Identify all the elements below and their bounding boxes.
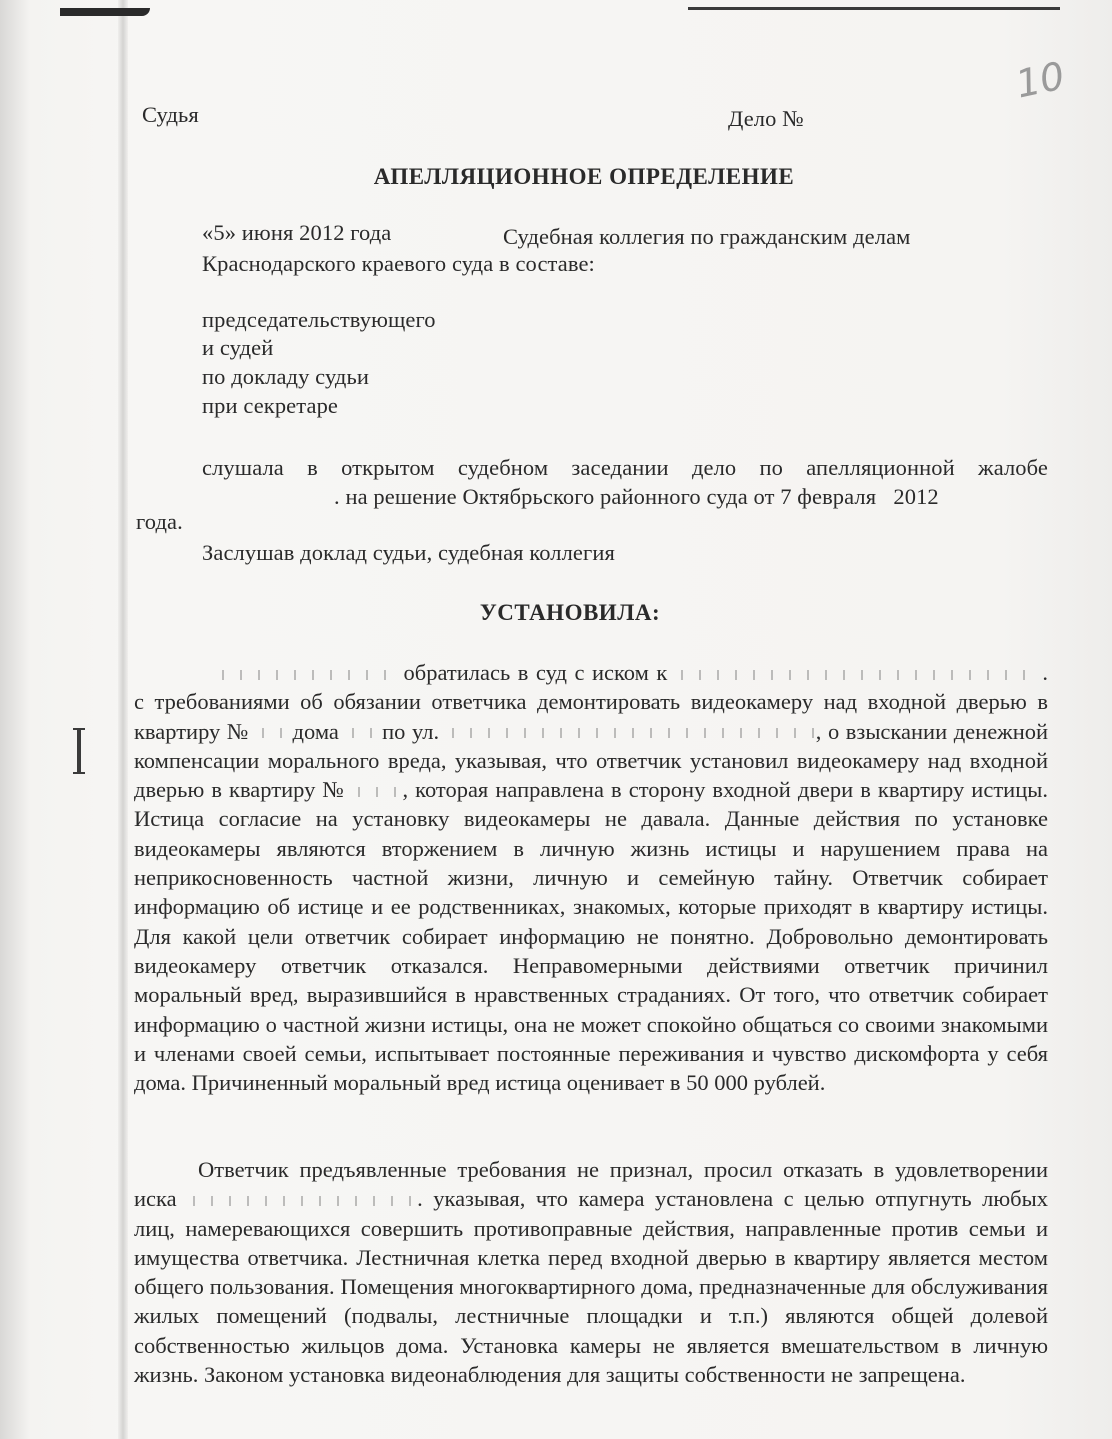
claim-text-1: требованиями об обязании ответчика демонтировать видеокамеру над входной дверью в квартиру № [134,689,1048,744]
judge-label: Судья [142,102,199,127]
claim-with: . с [134,660,1049,715]
paragraph-defense [134,1155,1048,1389]
redacted-street [446,728,816,738]
case-number-label: Дело № [728,106,804,131]
established-heading: УСТАНОВИЛА: [479,600,661,625]
defense-text-1: Ответчик предъявленные требования не признал, просил отказать в удовлетворении иска [134,1157,1048,1212]
composition-presiding: председательствующего [202,307,436,332]
composition-reporter: по докладу судьи [202,364,369,389]
report-line: Заслушав доклад судьи, судебная коллегия [202,540,615,565]
claim-text-4: , о взыскании денежной компенсации морального вреда, указывая, что ответчик установил видеокамеру над входной дверью в квартиру № [134,718,1049,803]
paragraph-claim [134,658,1048,1097]
redacted-apartment-2 [352,787,402,797]
top-rule [688,7,1060,10]
document-title: АПЕЛЛЯЦИОННОЕ ОПРЕДЕЛЕНИЕ [373,164,795,189]
margin-mark [77,728,81,774]
redacted-name [216,670,396,680]
defense-text-2: . указывая, что камера установлена с целью отпугнуть любых лиц, намеревающихся совершить противоправные действия, направленные против семьи и имущества ответчика. Лестничная клетка перед входной дверью в квартиру является местом общего пользования. Помещения многоквартирного дома, предназначенные для обслуживания жилых помещений (подвалы, лестничные площадки и т.п.) являются общей долевой собственностью жильцов дома. Установка камеры не является вмешательством в личную жизнь. Законом установка видеонаблюдения для защиты собственности не запрещена. [134,1186,1049,1388]
redacted-apartment [256,728,286,738]
hearing-date: «5» июня 2012 года [202,220,392,245]
hearing-line-1: слушала в открытом судебном заседании дело по апелляционной жалобе [202,455,1048,480]
court-line-1: Судебная коллегия по гражданским делам [503,224,911,249]
hearing-line-2: . на решение Октябрьского районного суда от 7 февраля 2012 [334,484,939,509]
composition-judges: и судей [202,335,274,360]
scan-edge-mark [60,8,150,16]
claim-start: обратилась в суд с иском к [403,660,668,685]
claim-text-2: дома [292,718,339,744]
hearing-line-3: года. [136,509,183,534]
claim-text-5: , которая направлена в сторону входной двери в квартиру истицы. Истица согласие на установку видеокамеры не давала. Данные действия по установке видеокамеры являются вторжением в личную жизнь истицы и нарушением права на неприкосновенность частной жизни, личную и семейную тайну. Ответчик собирает информацию об истице и ее родственниках, знакомых, которые приходят в квартиру истицы. Для какой цели ответчик собирает информацию не понятно. Добровольно демонтировать видеокамеру ответчик отказался. Неправомерными действиями ответчик причинил моральный вред, выразившийся в нравственных страданиях. От того, что ответчик собирает информацию о частной жизни истицы, она не может спокойно общаться со своими знакомыми и членами своей семьи, испытывает постоянные переживания и чувство дискомфорта у себя дома. Причиненный моральный вред истица оценивает в 50 000 рублей. [134,777,1048,1096]
composition-secretary: при секретаре [202,393,339,418]
redacted-plaintiff [187,1196,417,1206]
binding-shadow [118,0,128,1439]
court-line-2: Краснодарского краевого суда в составе: [202,251,595,276]
redacted-defendant [675,670,1035,680]
redacted-house [346,728,376,738]
handwritten-page-number: 10 [1011,53,1069,107]
claim-text-3: по ул. [382,718,440,744]
